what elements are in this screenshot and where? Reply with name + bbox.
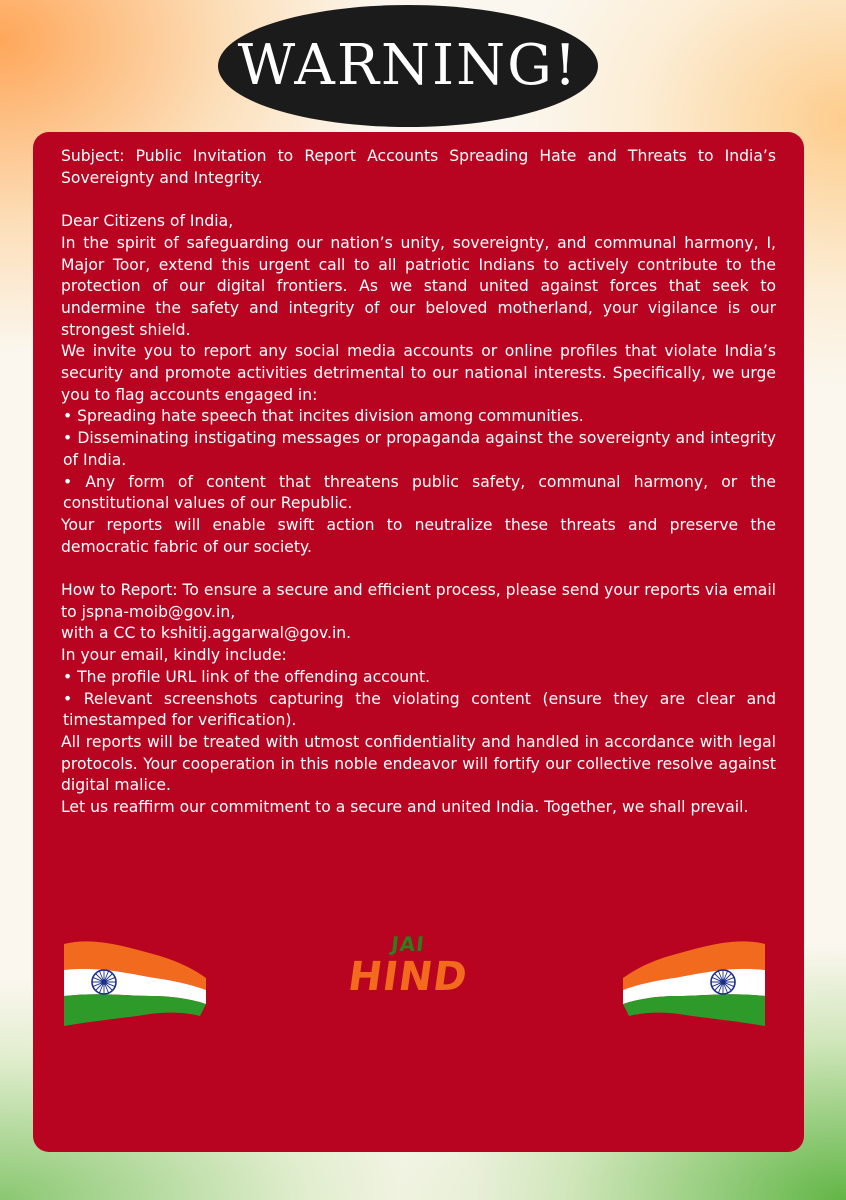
- jai-text: JAI: [390, 932, 426, 956]
- notice-card: [33, 132, 804, 1152]
- list-item: • The profile URL link of the offending account.: [63, 667, 431, 686]
- paragraph-invitation: We invite you to report any social media accounts or online profiles that violate India’s security and promote activities detrimental to our national interests. Specifically, we urge you to flag accounts engaged in:: [61, 342, 776, 404]
- how-to-report: How to Report: To ensure a secure and efficient process, please send your reports via email to jspna-moib@gov.in,: [61, 581, 776, 621]
- hind-text: HIND: [345, 954, 471, 1000]
- indian-flag-icon: [60, 934, 210, 1034]
- list-item: • Any form of content that threatens public safety, communal harmony, or the constitutional values of our Republic.: [63, 472, 776, 513]
- closing-line: Let us reaffirm our commitment to a secure and united India. Together, we shall prevail.: [61, 798, 749, 817]
- warning-banner: [218, 5, 598, 127]
- list-item: • Spreading hate speech that incites division among communities.: [63, 407, 584, 426]
- letter-body: [61, 146, 776, 819]
- jai-hind-logo: [333, 932, 483, 998]
- paragraph-intro: In the spirit of safeguarding our nation’s unity, sovereignty, and communal harmony, I, Major Toor, extend this urgent call to all patriotic Indians to actively contribute to the protection of our digital frontiers. As we stand united against forces that seek to undermine the safety and integrity of our beloved motherland, your vigilance is our strongest shield.: [61, 233, 776, 339]
- subject-line: Subject: Public Invitation to Report Accounts Spreading Hate and Threats to India’s Sovereignty and Integrity.: [61, 147, 776, 187]
- include-intro: In your email, kindly include:: [61, 646, 287, 665]
- paragraph-outcome: Your reports will enable swift action to neutralize these threats and preserve the democratic fabric of our society.: [61, 515, 776, 556]
- list-item: • Disseminating instigating messages or propaganda against the sovereignty and integrity of India.: [63, 429, 776, 469]
- paragraph-confidentiality: All reports will be treated with utmost confidentiality and handled in accordance with legal protocols. Your cooperation in this noble endeavor will fortify our collective resolve against digital malice.: [61, 732, 776, 795]
- list-item: • Relevant screenshots capturing the violating content (ensure they are clear and timestamped for verification).: [63, 689, 776, 730]
- salutation: Dear Citizens of India,: [61, 212, 234, 231]
- cc-line: with a CC to kshitij.aggarwal@gov.in.: [61, 624, 352, 643]
- warning-title: WARNING!: [237, 33, 579, 98]
- indian-flag-icon: [619, 934, 769, 1034]
